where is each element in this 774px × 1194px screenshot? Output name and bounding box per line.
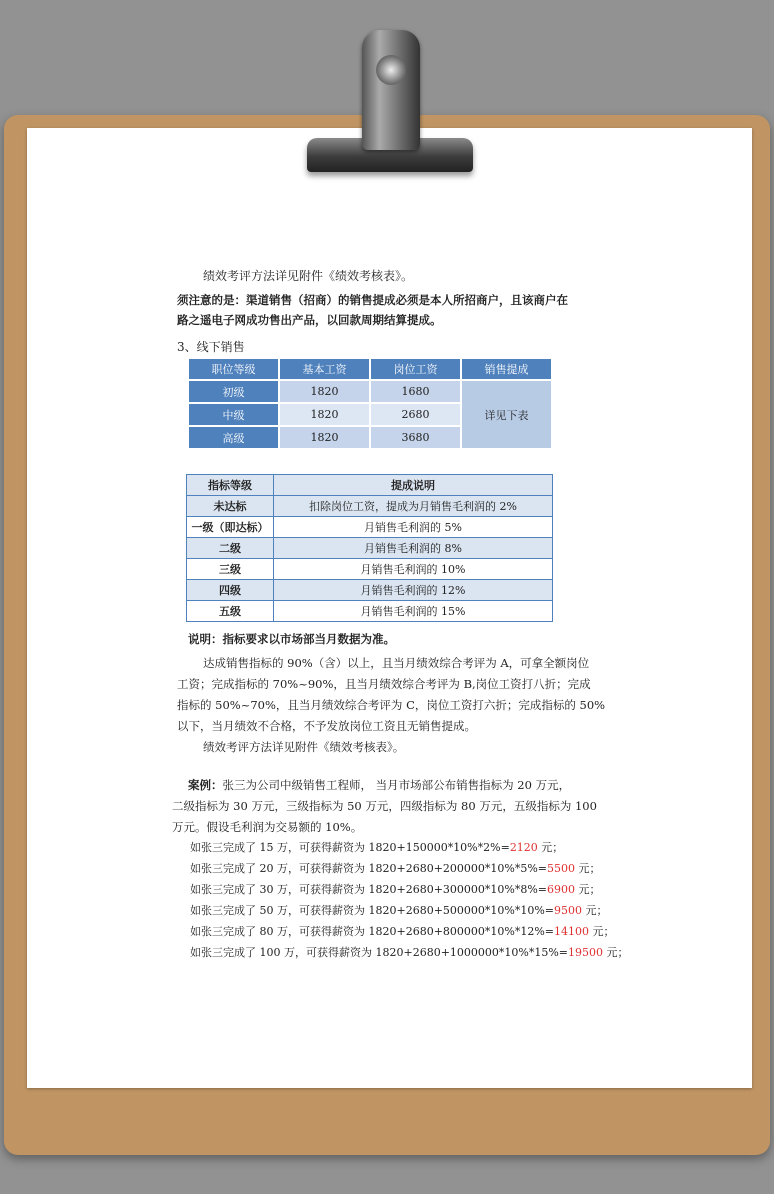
case-text: 张三为公司中级销售工程师， 当月市场部公布销售指标为 20 万元， [222,778,571,792]
example-text: 如张三完成了 100 万，可获得薪资为 1820+2680+1000000*10%*15%= [190,946,569,959]
header-cell: 岗位工资 [371,359,460,379]
example-line [190,861,601,877]
case-line [188,777,570,793]
case-line: 二级指标为 30 万元，三级指标为 50 万元，四级指标为 80 万元，五级指标为 100 [172,799,597,813]
explain-line: 工资；完成指标的 70%~90%，且当月绩效综合考评为 B,岗位工资打八折；完成 [177,677,591,691]
intro-line: 绩效考评方法详见附件《绩效考核表》。 [203,269,414,283]
base-salary-cell: 1820 [280,427,369,448]
base-salary-cell: 1820 [280,404,369,425]
table-row [187,601,553,622]
example-text: 如张三完成了 50 万，可获得薪资为 1820+2680+500000*10%*10%= [190,904,555,917]
example-result: 6900 [547,883,576,896]
grade-cell: 五级 [187,601,274,622]
grade-cell: 四级 [187,580,274,601]
example-line [190,903,608,919]
example-text: 如张三完成了 20 万，可获得薪资为 1820+2680+200000*10%*5%= [190,862,548,875]
header-cell: 销售提成 [462,359,551,379]
header-cell: 提成说明 [274,475,553,496]
kpi-table [186,474,553,622]
table-row [187,538,553,559]
kpi-table-header [187,475,553,496]
example-tail: 元； [589,925,615,938]
header-cell: 基本工资 [280,359,369,379]
table-row [187,517,553,538]
desc-cell: 扣除岗位工资，提成为月销售毛利润的 2% [274,496,553,517]
section-heading: 3、线下销售 [177,340,245,354]
example-result: 19500 [568,946,604,959]
table-row [187,496,553,517]
salary-table-header [189,359,551,379]
example-tail: 元； [582,904,608,917]
example-result: 14100 [554,925,590,938]
base-salary-cell: 1820 [280,381,369,402]
clip-rivet [376,55,406,85]
level-cell: 初级 [189,381,278,402]
example-line [190,840,563,856]
header-cell: 职位等级 [189,359,278,379]
desc-cell: 月销售毛利润的 15% [274,601,553,622]
grade-cell: 二级 [187,538,274,559]
example-text: 如张三完成了 80 万，可获得薪资为 1820+2680+800000*10%*12%= [190,925,555,938]
post-salary-cell: 2680 [371,404,460,425]
example-result: 5500 [547,862,576,875]
explain-title: 说明：指标要求以市场部当月数据为准。 [188,632,395,646]
example-text: 如张三完成了 15 万，可获得薪资为 1820+150000*10%*2%= [190,841,510,854]
explain-line: 绩效考评方法详见附件《绩效考核表》。 [203,740,405,754]
header-cell: 指标等级 [187,475,274,496]
explain-line: 达成销售指标的 90%（含）以上，且当月绩效综合考评为 A，可拿全额岗位 [203,656,590,670]
example-result: 9500 [554,904,583,917]
explain-line: 指标的 50%~70%，且当月绩效综合考评为 C，岗位工资打六折；完成指标的 50% [177,698,606,712]
salary-table [187,357,553,450]
desc-cell: 月销售毛利润的 8% [274,538,553,559]
example-line [190,924,615,940]
grade-cell: 一级（即达标） [187,517,274,538]
note-line-1: 须注意的是：渠道销售（招商）的销售提成必须是本人所招商户，且该商户在 [177,293,568,307]
example-tail: 元； [575,883,601,896]
note-line-2: 路之遥电子网成功售出产品，以回款周期结算提成。 [177,313,442,327]
example-result: 2120 [509,841,538,854]
example-tail: 元； [537,841,564,854]
explain-line: 以下，当月绩效不合格，不予发放岗位工资且无销售提成。 [177,719,476,733]
example-line [190,882,601,898]
grade-cell: 三级 [187,559,274,580]
post-salary-cell: 1680 [371,381,460,402]
desc-cell: 月销售毛利润的 10% [274,559,553,580]
example-tail: 元； [603,946,629,959]
table-row [189,381,551,402]
example-tail: 元； [575,862,601,875]
grade-cell: 未达标 [187,496,274,517]
example-text: 如张三完成了 30 万，可获得薪资为 1820+2680+300000*10%*8%= [190,883,548,896]
case-line: 万元。假设毛利润为交易额的 10%。 [172,820,363,834]
example-line [190,945,629,961]
commission-cell: 详见下表 [462,381,551,448]
table-row [187,580,553,601]
table-row [187,559,553,580]
level-cell: 中级 [189,404,278,425]
post-salary-cell: 3680 [371,427,460,448]
case-label: 案例： [188,778,223,792]
desc-cell: 月销售毛利润的 5% [274,517,553,538]
level-cell: 高级 [189,427,278,448]
binder-clip-icon [362,30,420,150]
desc-cell: 月销售毛利润的 12% [274,580,553,601]
